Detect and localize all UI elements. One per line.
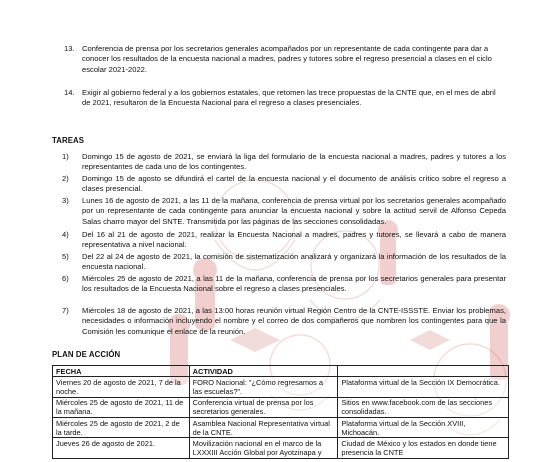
task-number: 2) (62, 174, 69, 183)
cell-lugar: Sitios en www.facebook.com de las secciones consolidadas. (338, 397, 509, 417)
task-text: Miércoles 18 de agosto de 2021, a las 13:00 horas reunión virtual Región Centro de la CNTE-ISSSTE. Enviar los problemas, necesidades o información incluyendo el nombre y el correo de dos compañeros que nombren los contingentes para que la Comisión les comunique el enlace de la reunión. (82, 306, 506, 336)
column-header-fecha: FECHA (53, 366, 190, 377)
plan-table (52, 365, 509, 459)
item-number: 14. (64, 88, 75, 97)
task-item (62, 196, 506, 227)
cell-lugar: Ciudad de México y los estados en donde tiene presencia la CNTE (338, 438, 509, 458)
task-number: 7) (62, 306, 69, 315)
task-item (62, 274, 506, 295)
task-text: Del 22 al 24 de agosto de 2021, la comisión de sistematización analizará y organizará la información de los resultados de la encuesta nacional. (82, 252, 506, 272)
table-row (53, 418, 509, 438)
table-row (53, 377, 509, 397)
item-text: Conferencia de prensa por los secretarios generales acompañados por un representante de cada contingente para dar a conocer los resultados de la encuesta nacional a madres, padres y tutores sobre el regreso presencial a clases en el ciclo escolar 2021-2022. (82, 44, 492, 74)
cell-actividad: Conferencia virtual de prensa por los secretarios generales. (189, 397, 338, 417)
task-number: 3) (62, 196, 69, 205)
task-number: 1) (62, 152, 69, 161)
tareas-heading: TAREAS (52, 136, 85, 145)
item-number: 13. (64, 44, 75, 53)
list-item (64, 88, 504, 109)
cell-fecha: Jueves 26 de agosto de 2021. (53, 438, 190, 458)
task-text: Del 16 al 21 de agosto de 2021, realizar la Encuesta Nacional a madres, padres y tutores, se llevará a cabo de manera representativa a nivel nacional. (82, 230, 506, 250)
task-number: 5) (62, 252, 69, 261)
task-item (62, 174, 506, 195)
task-item (62, 306, 506, 337)
column-header-lugar (338, 366, 509, 377)
plan-heading: PLAN DE ACCIÓN (52, 350, 121, 359)
cell-fecha: Miércoles 25 de agosto de 2021, 2 de la tarde. (53, 418, 190, 438)
cell-actividad: FORO Nacional: "¿Cómo regresamos a las escuelas?". (189, 377, 338, 397)
cell-fecha: Viernes 20 de agosto de 2021, 7 de la noche. (53, 377, 190, 397)
task-text: Domingo 15 de agosto se difundirá el cartel de la encuesta nacional y el documento de análisis crítico sobre el regreso a clases presencial. (82, 174, 506, 194)
task-number: 6) (62, 274, 69, 283)
cell-actividad: Asamblea Nacional Representativa virtual de la CNTE. (189, 418, 338, 438)
task-item (62, 252, 506, 273)
task-number: 4) (62, 230, 69, 239)
table-row (53, 397, 509, 417)
column-header-actividad: ACTIVIDAD (189, 366, 338, 377)
cell-fecha: Miércoles 25 de agosto de 2021, 11 de la mañana. (53, 397, 190, 417)
task-text: Lunes 16 de agosto de 2021, a las 11 de la mañana, conferencia de prensa virtual por los secretarios generales acompañado por un representante de cada contingente para anunciar la encuesta nacional y sobre la actitud servil de Alfonso Cepeda Salas charro mayor del SNTE. Transmitida por las páginas de las secciones consolidadas. (82, 196, 506, 226)
cell-actividad: Movilización nacional en el marco de la LXXXIII Acción Global por Ayotzinapa y (189, 438, 338, 458)
list-item (64, 44, 504, 75)
cell-lugar: Plataforma virtual de la Sección XVIII, Michoacán. (338, 418, 509, 438)
task-item (62, 230, 506, 251)
item-text: Exigir al gobierno federal y a los gobiernos estatales, que retomen las trece propuestas de la CNTE que, en el mes de abril de 2021, resultaron de la Encuesta Nacional para el regreso a clases presenciales. (82, 88, 496, 108)
table-header-row (53, 366, 509, 377)
task-text: Domingo 15 de agosto de 2021, se enviará la liga del formulario de la encuesta nacional a madres, padres y tutores a los representantes de cada uno de los contingentes. (82, 152, 506, 172)
table-row (53, 438, 509, 458)
task-item (62, 152, 506, 173)
cell-lugar: Plataforma virtual de la Sección IX Democrática. (338, 377, 509, 397)
task-text: Miércoles 25 de agosto de 2021, a las 11 de la mañana, conferencia de prensa por los secretarios generales para presentar los resultados de la Encuesta Nacional sobre el regreso a clases presenciales. (82, 274, 506, 294)
